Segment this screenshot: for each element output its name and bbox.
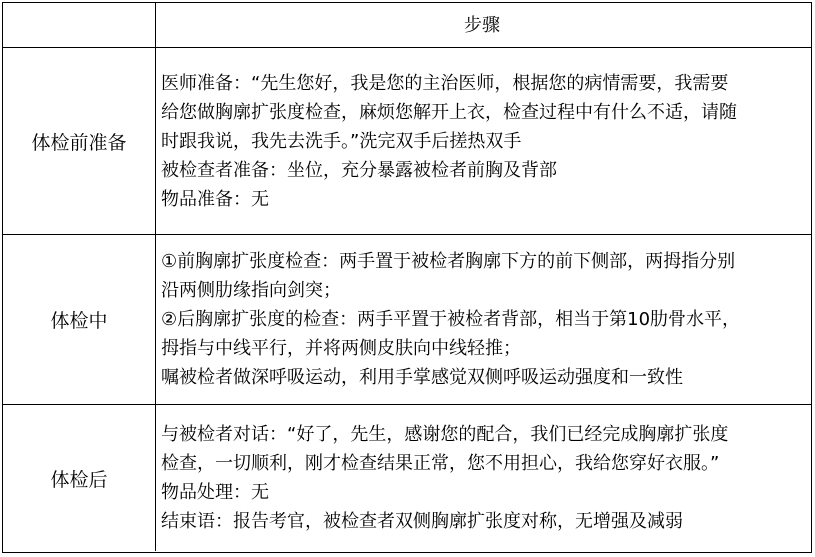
content-line: 拇指与中线平行，并将两侧皮肤向中线轻推； [161, 338, 521, 359]
procedure-table [2, 2, 812, 553]
content-line: 检查，一切顺利，刚才检查结果正常，您不用担心，我给您穿好衣服。” [161, 453, 720, 474]
content-line: 与被检者对话：“好了，先生，感谢您的配合，我们已经完成胸廓扩张度 [161, 424, 729, 445]
table-row-during-exam [3, 235, 811, 405]
row-label-post-exam: 体检后 [3, 405, 156, 551]
content-line: 物品处理：无 [161, 482, 269, 503]
table-row-pre-exam [3, 48, 811, 235]
content-line: 给您做胸廓扩张度检查，麻烦您解开上衣，检查过程中有什么不适，请随 [161, 101, 737, 123]
content-line: 时跟我说，我先去洗手。”洗完双手后搓热双手 [161, 130, 522, 152]
content-line: 结束语：报告考官，被检查者双侧胸廓扩张度对称，无增强及减弱 [161, 511, 683, 532]
row-content-during-exam [156, 235, 811, 404]
table-header-row [3, 3, 811, 48]
content-line: 嘱被检者做深呼吸运动，利用手掌感觉双侧呼吸运动强度和一致性 [161, 367, 683, 388]
content-line: 医师准备：“先生您好，我是您的主治医师，根据您的病情需要，我需要 [161, 72, 729, 94]
row-label-during-exam: 体检中 [3, 235, 156, 404]
content-line: 被检查者准备：坐位，充分暴露被检者前胸及背部 [161, 159, 557, 181]
header-cell-steps [156, 3, 811, 47]
content-line: 物品准备：无 [161, 188, 269, 210]
content-line: ①前胸廓扩张度检查：两手置于被检者胸廓下方的前下侧部，两拇指分别 [161, 251, 736, 272]
content-line: ②后胸廓扩张度的检查：两手平置于被检者背部，相当于第10肋骨水平， [161, 309, 741, 330]
row-label-pre-exam: 体检前准备 [3, 48, 156, 234]
header-steps-label: 步骤 [464, 14, 500, 36]
header-cell-empty [3, 3, 156, 47]
row-content-post-exam [156, 405, 811, 551]
content-line: 沿两侧肋缘指向剑突； [161, 280, 341, 301]
table-row-post-exam [3, 405, 811, 551]
row-content-pre-exam [156, 48, 811, 234]
